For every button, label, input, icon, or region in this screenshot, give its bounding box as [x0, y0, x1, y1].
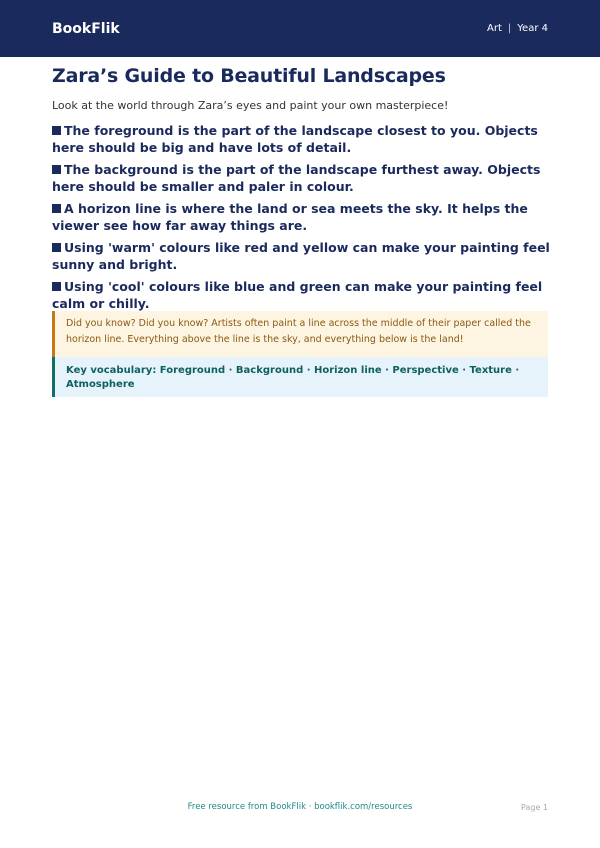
key-point: [52, 239, 552, 273]
page-number: Page 1: [521, 803, 548, 812]
square-bullet-icon: [52, 282, 61, 291]
key-vocabulary-text: Key vocabulary: Foreground · Background · Horizon line · Perspective · Texture · Atmosphere: [66, 365, 520, 390]
footer-credit[interactable]: Free resource from BookFlik · bookflik.com/resources: [187, 802, 413, 812]
key-point-text: A horizon line is where the land or sea meets the sky. It helps the viewer see how far away things are.: [52, 201, 528, 233]
key-point: [52, 122, 552, 156]
key-point-text: The foreground is the part of the landscape closest to you. Objects here should be big and have lots of detail.: [52, 123, 538, 155]
key-points-list: [52, 122, 552, 317]
key-point: [52, 278, 552, 312]
square-bullet-icon: [52, 243, 61, 252]
header-separator: |: [507, 23, 512, 34]
square-bullet-icon: [52, 204, 61, 213]
header-bar: [0, 0, 600, 57]
square-bullet-icon: [52, 126, 61, 135]
key-point: [52, 161, 552, 195]
intro-text: Look at the world through Zara’s eyes and paint your own masterpiece!: [52, 99, 449, 112]
did-you-know-text: Did you know? Did you know? Artists often paint a line across the middle of their paper called the horizon line. Everything above the line is the sky, and everything below is the land!: [66, 318, 531, 345]
page-title: Zara’s Guide to Beautiful Landscapes: [52, 65, 446, 87]
brand-logo[interactable]: BookFlik: [52, 20, 120, 37]
year-label: Year 4: [517, 23, 548, 34]
subject-year-label: [487, 23, 548, 34]
key-point-text: The background is the part of the landscape furthest away. Objects here should be smaller and paler in colour.: [52, 162, 541, 194]
key-point: [52, 200, 552, 234]
key-point-text: Using 'cool' colours like blue and green can make your painting feel calm or chilly.: [52, 279, 543, 311]
square-bullet-icon: [52, 165, 61, 174]
did-you-know-box: [52, 311, 548, 357]
key-point-text: Using 'warm' colours like red and yellow can make your painting feel sunny and bright.: [52, 240, 550, 272]
subject-label: Art: [487, 23, 502, 34]
key-vocabulary-box: [52, 357, 548, 397]
